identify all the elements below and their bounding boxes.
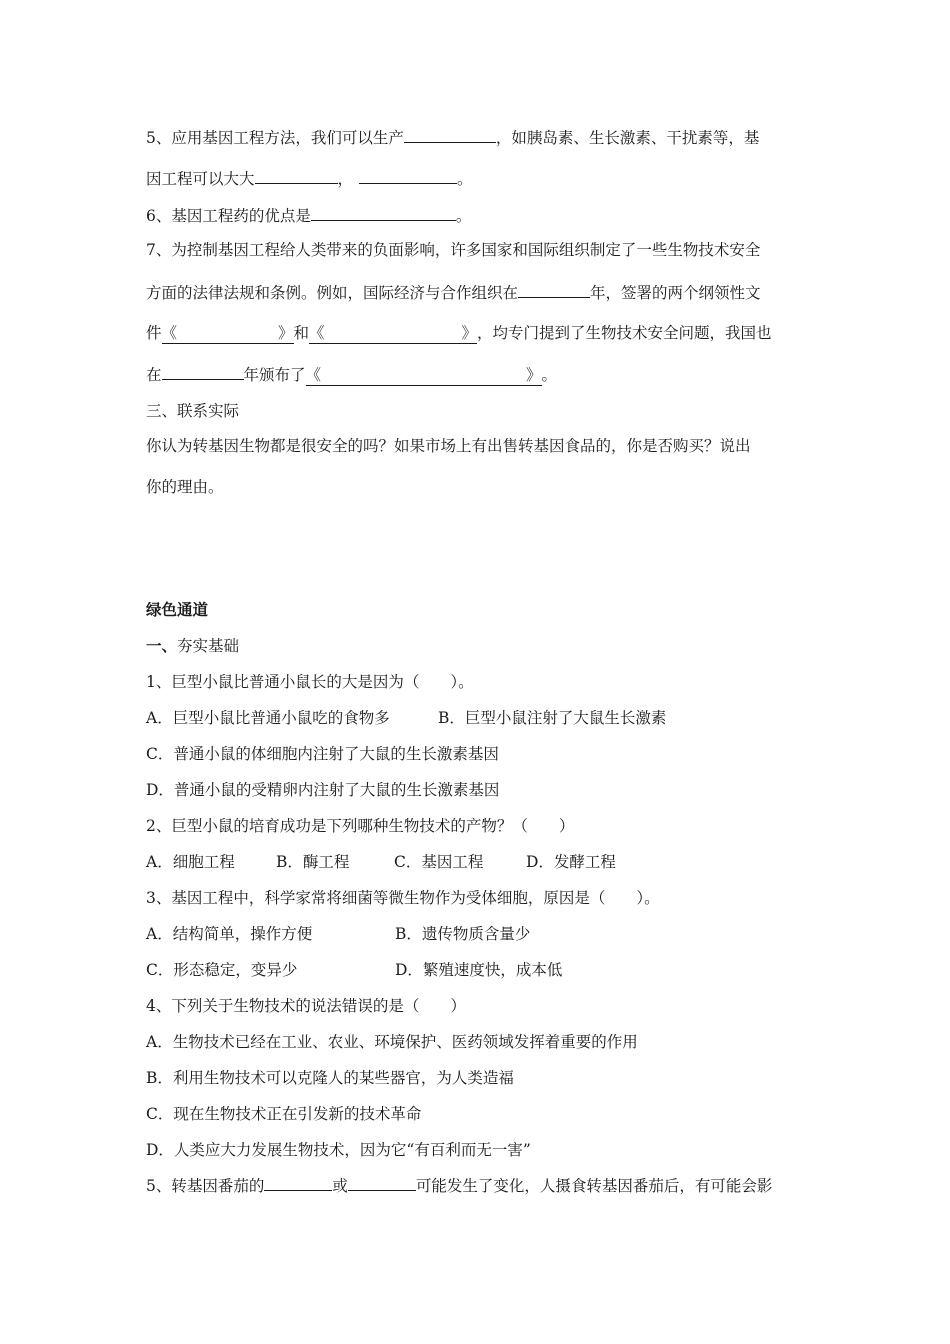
green-title: 绿色通道 <box>146 600 209 619</box>
q4-stem: 4、下列关于生物技术的说法错误的是（ ） <box>146 997 466 1015</box>
answer-blank[interactable]: 《》 <box>309 324 478 342</box>
q1-stem: 1、巨型小鼠比普通小鼠长的大是因为（ ）。 <box>146 673 474 691</box>
q7-line1: 7、为控制基因工程给人类带来的负面影响，许多国家和国际组织制定了一些生物技术安全 <box>146 241 761 259</box>
practice-line1: 你认为转基因生物都是很安全的吗？如果市场上有出售转基因食品的，你是否购买？说出 <box>146 437 751 455</box>
answer-blank[interactable]: 《》 <box>161 324 294 342</box>
answer-blank[interactable]: 《》 <box>305 366 542 384</box>
q4-option-d[interactable]: D．人类应大力发展生物技术，因为它“有百利而无一害” <box>146 1141 531 1159</box>
q7-line3: 件《》和《》，均专门提到了生物技术安全问题，我国也 <box>146 324 772 342</box>
q5-line2: 因工程可以大大 ， 。 <box>146 170 473 188</box>
q3-option-d[interactable]: D．繁殖速度快，成本低 <box>395 961 563 979</box>
section1-heading: 一、夯实基础 <box>146 636 240 655</box>
answer-blank[interactable] <box>311 205 456 221</box>
q5-line1: 5、应用基因工程方法，我们可以生产 ，如胰岛素、生长激素、干扰素等，基 <box>146 129 760 147</box>
answer-blank[interactable] <box>255 168 338 184</box>
section3-heading: 三、联系实际 <box>146 402 240 420</box>
q1-option-c[interactable]: C．普通小鼠的体细胞内注射了大鼠的生长激素基因 <box>146 745 499 763</box>
answer-blank[interactable] <box>359 168 457 184</box>
q2-option-c[interactable]: C．基因工程 <box>394 853 484 871</box>
q3-options-ab <box>146 924 530 944</box>
q3-option-b[interactable]: B．遗传物质含量少 <box>395 925 531 943</box>
q1-option-b[interactable]: B．巨型小鼠注射了大鼠生长激素 <box>438 709 667 727</box>
answer-blank[interactable] <box>348 1175 416 1191</box>
q5-green-line: 5、转基因番茄的 或 可能发生了变化，人摄食转基因番茄后，有可能会影 <box>146 1177 773 1195</box>
answer-blank[interactable] <box>518 282 590 298</box>
q4-option-c[interactable]: C．现在生物技术正在引发新的技术革命 <box>146 1105 422 1123</box>
q6-line: 6、基因工程药的优点是 。 <box>146 207 472 225</box>
q3-options-cd <box>146 960 562 980</box>
q2-stem: 2、巨型小鼠的培育成功是下列哪种生物技术的产物？（ ） <box>146 817 575 835</box>
practice-line2: 你的理由。 <box>146 478 224 496</box>
q2-option-b[interactable]: B．酶工程 <box>276 853 350 871</box>
q3-option-a[interactable]: A．结构简单，操作方便 <box>146 925 313 943</box>
q1-option-a[interactable]: A．巨型小鼠比普通小鼠吃的食物多 <box>146 709 390 727</box>
answer-blank[interactable] <box>264 1175 332 1191</box>
q4-option-a[interactable]: A．生物技术已经在工业、农业、环境保护、医药领域发挥着重要的作用 <box>146 1033 638 1051</box>
q7-line4: 在 年颁布了《》。 <box>146 366 558 384</box>
q3-stem: 3、基因工程中，科学家常将细菌等微生物作为受体细胞，原因是（ ）。 <box>146 889 660 907</box>
q7-line2: 方面的法律法规和条例。例如，国际经济与合作组织在 年，签署的两个纲领性文 <box>146 284 761 302</box>
q1-option-d[interactable]: D．普通小鼠的受精卵内注射了大鼠的生长激素基因 <box>146 781 500 799</box>
q1-options-ab <box>146 708 666 728</box>
answer-blank[interactable] <box>162 364 244 380</box>
q2-option-d[interactable]: D．发酵工程 <box>526 853 616 871</box>
answer-blank[interactable] <box>404 127 496 143</box>
q2-options <box>146 852 616 872</box>
q2-option-a[interactable]: A．细胞工程 <box>146 853 235 871</box>
q3-option-c[interactable]: C．形态稳定，变异少 <box>146 961 298 979</box>
q4-option-b[interactable]: B．利用生物技术可以克隆人的某些器官，为人类造福 <box>146 1069 514 1087</box>
